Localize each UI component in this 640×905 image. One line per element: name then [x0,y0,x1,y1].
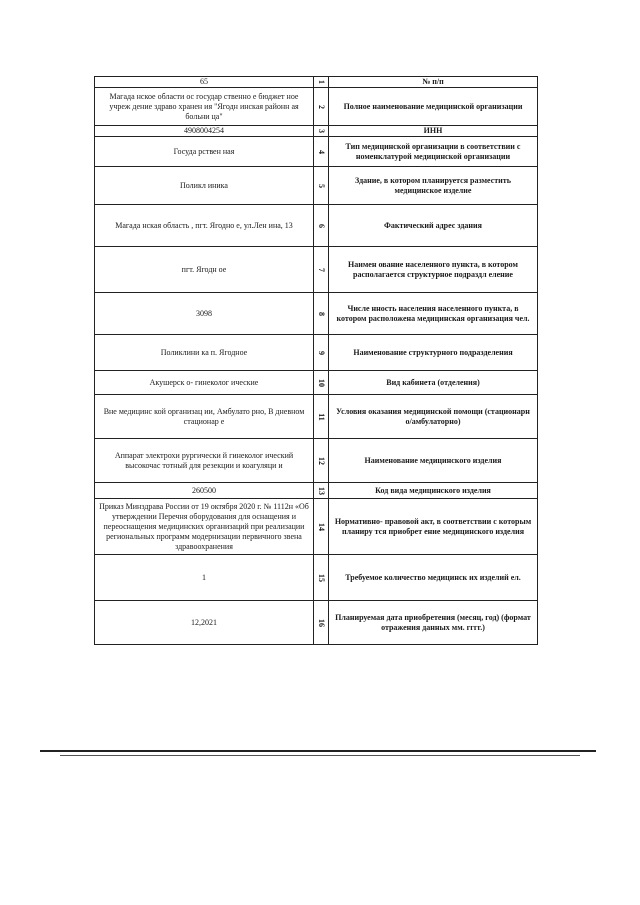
row-label: Наименование структурного подразделения [329,335,538,371]
row-value: 12,2021 [95,601,314,645]
horizontal-rule-thin [60,755,580,756]
row-number: 10 [317,378,326,387]
row-value: Магада нское области ос государ ственно е бюджет ное учреж дение здраво хранен ия "Ягодн инская районн ая больни ца" [95,88,314,126]
row-label: Требуемое количество медицинск их изделий ел. [329,555,538,601]
table-row [95,126,538,137]
row-number-cell [314,247,329,293]
table-row [95,77,538,88]
row-number: 1 [317,80,326,84]
row-number-cell [314,167,329,205]
row-label: Полное наименование медицинской организации [329,88,538,126]
row-number-cell [314,137,329,167]
row-number-cell [314,126,329,137]
row-number-cell [314,499,329,555]
table-row [95,371,538,395]
row-number: 11 [317,412,326,421]
procurement-table [94,76,538,645]
row-number: 7 [317,267,326,272]
table-row [95,167,538,205]
row-number: 12 [317,456,326,465]
table-row [95,483,538,499]
row-value: Приказ Минздрава России от 19 октября 2020 г. № 1112н «Об утверждении Перечня оборудования для оснащения и переоснащения медицинских организаций при реализации региональных программ модернизации первичного звена здравоохранения [95,499,314,555]
row-value: 4908004254 [95,126,314,137]
row-label: Здание, в котором планируется разместить медицинское изделие [329,167,538,205]
row-number-cell [314,483,329,499]
row-number: 13 [317,486,326,495]
row-number: 5 [317,183,326,188]
table-row [95,499,538,555]
row-label: Условия оказания медицинской помощи (стационарн о/амбулаторно) [329,395,538,439]
row-number-cell [314,601,329,645]
row-number: 14 [317,522,326,531]
row-label: Нормативно- правовой акт, в соответствии с которым планиру тся приобрет ение медицинского изделия [329,499,538,555]
row-number-cell [314,293,329,335]
table-row [95,601,538,645]
row-number: 16 [317,618,326,627]
row-label: № п/п [329,77,538,88]
row-label: ИНН [329,126,538,137]
row-value: 3098 [95,293,314,335]
row-number-cell [314,335,329,371]
row-number-cell [314,395,329,439]
row-number-cell [314,88,329,126]
table-row [95,555,538,601]
row-value: Вне медицинс кой организац ии, Амбулато рно, В дневном стационар е [95,395,314,439]
row-value: 65 [95,77,314,88]
row-label: Код вида медицинского изделия [329,483,538,499]
row-number: 3 [317,129,326,133]
row-number-cell [314,371,329,395]
row-number-cell [314,77,329,88]
row-label: Тип медицинской организации в соответствии с номенклатурой медицинской организации [329,137,538,167]
row-number: 9 [317,350,326,355]
row-label: Наименование медицинского изделия [329,439,538,483]
row-label: Наимен ование населенного пункта, в котором располагается структурное подраздл еление [329,247,538,293]
row-value: Поликл иника [95,167,314,205]
row-number: 2 [317,104,326,109]
row-value: 1 [95,555,314,601]
table-row [95,395,538,439]
row-value: пгт. Ягодн ое [95,247,314,293]
table-row [95,205,538,247]
row-number: 8 [317,311,326,316]
row-label: Планируемая дата приобретения (месяц, год) (формат отражения данных мм. гггг.) [329,601,538,645]
row-value: Госуда рствен ная [95,137,314,167]
row-value: Магада нская область , пгт. Ягодно е, ул.Лен ина, 13 [95,205,314,247]
row-label: Вид кабинета (отделения) [329,371,538,395]
row-number: 4 [317,149,326,154]
table-row [95,247,538,293]
table-row [95,335,538,371]
horizontal-rule [40,750,596,752]
table-row [95,137,538,167]
row-value: Аппарат электрохи рургически й гинеколог ический высокочас тотный для резекции и коагуляци и [95,439,314,483]
row-value: 260500 [95,483,314,499]
row-value: Поликлини ка п. Ягодное [95,335,314,371]
row-number-cell [314,205,329,247]
row-label: Числе нность населения населенного пункта, в котором расположена медицинская организация чел. [329,293,538,335]
row-number-cell [314,439,329,483]
row-value: Акушерск о- гинеколог ические [95,371,314,395]
table-row [95,293,538,335]
row-number-cell [314,555,329,601]
row-number: 15 [317,573,326,582]
row-number: 6 [317,223,326,228]
table-row [95,88,538,126]
row-label: Фактический адрес здания [329,205,538,247]
table-row [95,439,538,483]
